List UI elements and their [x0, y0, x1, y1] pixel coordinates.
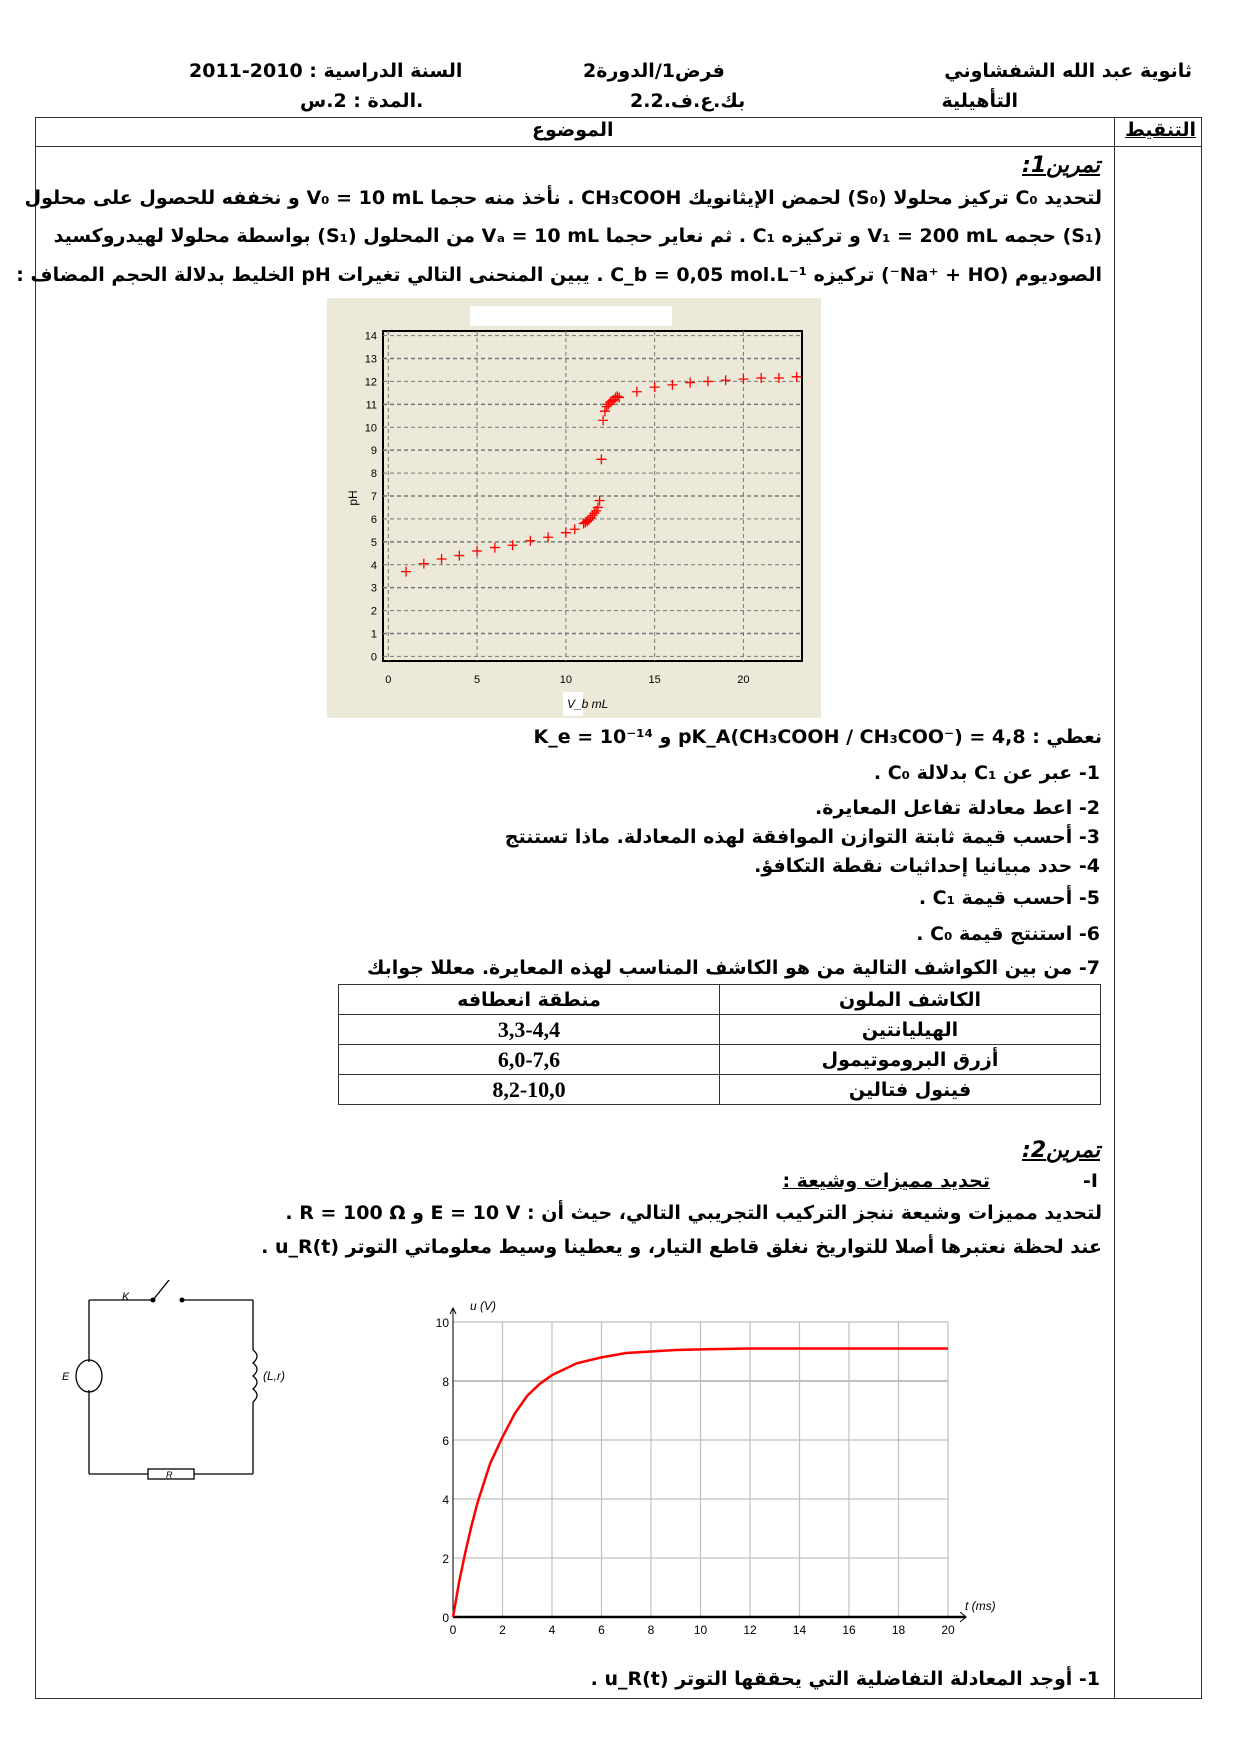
y-tick-label: 4 — [442, 1493, 449, 1507]
y-tick-label: 1 — [370, 628, 377, 641]
y-tick-label: 2 — [370, 605, 377, 618]
switch-icon — [153, 1280, 173, 1300]
x-tick-label: 5 — [474, 674, 481, 686]
ex2-paragraph-line: لتحديد مميزات وشيعة ننجز التركيب التجريبي التالي، حيث أن : E = 10 V و R = 100 Ω . — [285, 1202, 1102, 1224]
y-tick-label: 6 — [442, 1434, 449, 1448]
x-tick-label: 20 — [737, 674, 750, 686]
y-tick-label: 9 — [370, 445, 377, 458]
voltage-chart — [400, 1290, 1040, 1660]
table-row — [339, 1075, 1101, 1105]
y-tick-label: 6 — [370, 513, 377, 526]
indicator-name: أزرق البروموتيمول — [720, 1045, 1101, 1075]
y-tick-label: 8 — [370, 468, 377, 481]
y-tick-label: 0 — [442, 1611, 449, 1625]
school-name: ثانوية عبد الله الشفشاوني — [944, 60, 1192, 82]
question-5: 5- أحسب قيمة C₁ . — [918, 887, 1100, 909]
indicators-table — [338, 984, 1101, 1105]
subject-column-header: الموضوع — [532, 119, 614, 141]
y-tick-label: 4 — [370, 559, 377, 572]
exercise-2-title: تمرين2: — [1022, 1138, 1100, 1163]
grading-column-divider — [1114, 117, 1115, 1699]
y-tick-label: 8 — [442, 1375, 449, 1389]
indicator-name: الهيليانتين — [720, 1015, 1101, 1045]
circuit-diagram — [60, 1280, 320, 1490]
ex2-paragraph-line: عند لحظة نعتبرها أصلا للتواريخ نغلق قاطع التيار، و يعطينا وسيط معلوماتي التوتر u_R(t) . — [261, 1236, 1102, 1258]
coil-icon — [253, 1350, 257, 1402]
table-header: منطقة انعطافه — [339, 985, 720, 1015]
y-tick-label: 7 — [370, 491, 377, 503]
y-tick-label: 10 — [435, 1316, 449, 1330]
x-tick-label: 15 — [648, 674, 661, 686]
question-2: 2- اعط معادلة تفاعل المعايرة. — [815, 797, 1100, 819]
table-row — [339, 1045, 1101, 1075]
x-tick-label: 10 — [559, 674, 572, 686]
x-tick-label: 20 — [941, 1623, 955, 1637]
generator-icon — [76, 1360, 102, 1392]
exam-title: فرض1/الدورة2 — [583, 60, 725, 82]
question-7: 7- من بين الكواشف التالية من هو الكاشف المناسب لهذه المعايرة. معللا جوابك — [366, 957, 1100, 979]
x-axis-label: t (ms) — [965, 1599, 996, 1613]
y-tick-label: 12 — [364, 376, 377, 389]
part-title: تحديد مميزات وشيعة : — [782, 1170, 990, 1192]
x-tick-label: 16 — [842, 1623, 856, 1637]
part-number: I- — [1083, 1170, 1098, 1192]
exercise-1-title: تمرين1: — [1022, 153, 1100, 178]
ex2-question-1: 1- أوجد المعادلة التفاضلية التي يحققها التوتر u_R(t) . — [590, 1668, 1100, 1690]
chart-background — [327, 298, 821, 718]
question-4: 4- حدد مبيانيا إحداثيات نقطة التكافؤ. — [754, 855, 1100, 877]
table-row — [339, 1015, 1101, 1045]
given-constants: نعطي : pK_A(CH₃COOH / CH₃COO⁻) = 4,8 و K_e = 10⁻¹⁴ — [533, 726, 1102, 748]
x-tick-label: 10 — [693, 1623, 708, 1637]
y-tick-label: 2 — [442, 1552, 449, 1566]
ex1-paragraph-line: الصوديوم (Na⁺ + HO⁻) تركيزه C_b = 0,05 mol.L⁻¹ . يبين المنحنى التالي تغيرات pH الخليط بدلالة الحجم المضاف : — [16, 264, 1102, 286]
question-6: 6- استنتج قيمة C₀ . — [916, 923, 1100, 945]
table-header-row — [339, 985, 1101, 1015]
duration: المدة : 2.س. — [300, 90, 424, 112]
x-tick-label: 2 — [499, 1623, 506, 1637]
y-tick-label: 0 — [370, 651, 377, 664]
chart-title-box — [470, 306, 672, 326]
question-3: 3- أحسب قيمة ثابتة التوازن الموافقة لهذه المعادلة. ماذا تستنتج — [504, 826, 1100, 848]
coil-label: (L,r) — [263, 1369, 285, 1383]
y-tick-label: 13 — [364, 353, 377, 366]
y-axis-label: pH — [346, 490, 360, 506]
y-tick-label: 5 — [370, 536, 377, 549]
y-tick-label: 14 — [364, 330, 377, 343]
ex1-paragraph-line: (S₁) حجمه V₁ = 200 mL و تركيزه C₁ . ثم نعاير حجما Vₐ = 10 mL من المحلول (S₁) بواسطة محلولا لهيدروكسيد — [53, 225, 1102, 247]
x-tick-label: 8 — [647, 1623, 655, 1637]
x-tick-label: 18 — [891, 1623, 906, 1637]
indicator-range: 3,3-4,4 — [339, 1015, 720, 1045]
y-tick-label: 11 — [365, 399, 377, 412]
indicator-range: 6,0-7,6 — [339, 1045, 720, 1075]
indicator-range: 8,2-10,0 — [339, 1075, 720, 1105]
generator-label: E — [62, 1371, 70, 1383]
indicator-name: فينول فتالين — [720, 1075, 1101, 1105]
y-tick-label: 10 — [364, 422, 377, 435]
titration-chart — [327, 298, 821, 718]
x-tick-label: 0 — [385, 674, 392, 686]
x-tick-label: 12 — [743, 1623, 757, 1637]
question-1: 1- عبر عن C₁ بدلالة C₀ . — [873, 762, 1100, 784]
table-header: الكاشف الملون — [720, 985, 1101, 1015]
y-axis-label: u (V) — [470, 1299, 497, 1313]
header-divider — [35, 146, 1202, 147]
resistor-label: R — [166, 1470, 173, 1480]
x-axis-label: V_b mL — [567, 697, 609, 711]
y-tick-label: 3 — [370, 582, 377, 595]
x-tick-label: 0 — [449, 1623, 457, 1637]
school-name-line2: التأهيلية — [941, 90, 1018, 112]
ex1-paragraph-line: لتحديد C₀ تركيز محلولا (S₀) لحمض الإيثانويك CH₃COOH . نأخذ منه حجما V₀ = 10 mL و نخففه للحصول على محلول — [24, 187, 1102, 209]
x-tick-label: 4 — [548, 1623, 556, 1637]
grading-column-header: التنقيط — [1125, 119, 1196, 141]
x-tick-label: 6 — [598, 1623, 605, 1637]
school-year: السنة الدراسية : 2010-2011 — [189, 60, 463, 82]
switch-label: K — [122, 1291, 130, 1303]
class-name: 2.بك.ع.ف.2 — [630, 90, 746, 112]
x-tick-label: 14 — [792, 1623, 807, 1637]
